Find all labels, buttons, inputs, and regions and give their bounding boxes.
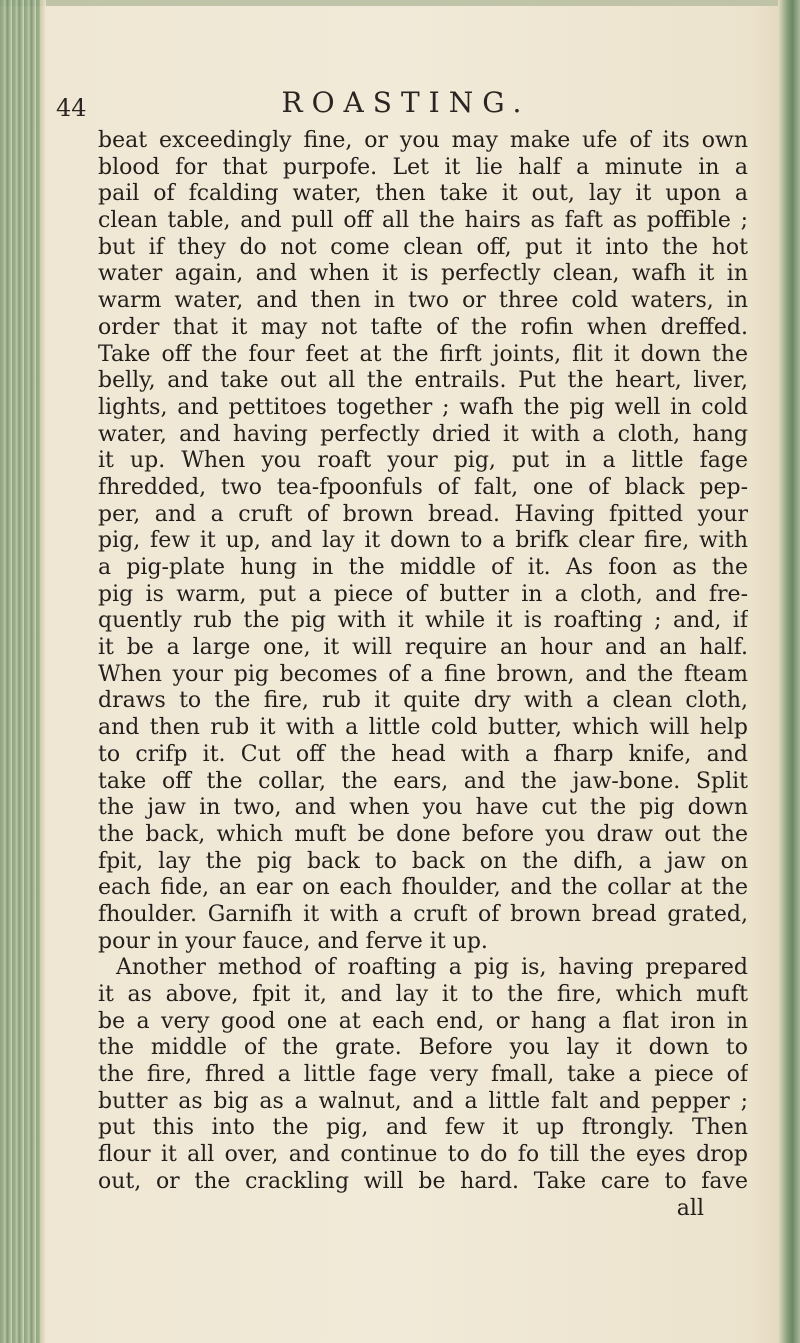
page-header bbox=[56, 86, 756, 126]
text-line: quently rub the pig with it while it is roafting ; and, if bbox=[98, 608, 748, 634]
book-binding-edge bbox=[0, 0, 46, 1343]
page-number: 44 bbox=[56, 94, 87, 122]
text-line: be a very good one at each end, or hang a flat iron in bbox=[98, 1008, 748, 1034]
text-line: the back, which muft be done before you draw out the bbox=[98, 821, 748, 847]
text-line: each fide, an ear on each fhoulder, and the collar at the bbox=[98, 875, 748, 901]
text-line: order that it may not tafte of the rofin when dreffed. bbox=[98, 314, 748, 340]
text-line: the fire, fhred a little fage very fmall, take a piece of bbox=[98, 1062, 748, 1088]
body-text bbox=[98, 128, 748, 1222]
text-line: and then rub it with a little cold butter, which will help bbox=[98, 715, 748, 741]
text-line: belly, and take out all the entrails. Put the heart, liver, bbox=[98, 368, 748, 394]
text-line: per, and a cruft of brown bread. Having fpitted your bbox=[98, 501, 748, 527]
text-line: the jaw in two, and when you have cut the pig down bbox=[98, 795, 748, 821]
text-line: it be a large one, it will require an hour and an half. bbox=[98, 635, 748, 661]
text-line: warm water, and then in two or three cold waters, in bbox=[98, 288, 748, 314]
text-line: fhredded, two tea-fpoonfuls of falt, one of black pep- bbox=[98, 474, 748, 500]
text-line: flour it all over, and continue to do fo till the eyes drop bbox=[98, 1142, 748, 1168]
text-line: clean table, and pull off all the hairs as faft as poffible ; bbox=[98, 208, 748, 234]
text-line: Take off the four feet at the firft joints, flit it down the bbox=[98, 341, 748, 367]
text-line: beat exceedingly fine, or you may make ufe of its own bbox=[98, 128, 748, 153]
text-line: Another method of roafting a pig is, having prepared bbox=[116, 955, 748, 981]
text-line: water, and having perfectly dried it with a cloth, hang bbox=[98, 421, 748, 447]
text-line: lights, and pettitoes together ; wafh the pig well in cold bbox=[98, 394, 748, 420]
text-line: take off the collar, the ears, and the jaw-bone. Split bbox=[98, 768, 748, 794]
page-fore-edge bbox=[778, 0, 800, 1343]
text-line: it as above, fpit it, and lay it to the fire, which muft bbox=[98, 982, 748, 1007]
text-line: pig is warm, put a piece of butter in a cloth, and fre- bbox=[98, 581, 748, 607]
running-title: ROASTING. bbox=[281, 86, 531, 119]
text-line: a pig-plate hung in the middle of it. As foon as the bbox=[98, 555, 748, 580]
text-line: out, or the crackling will be hard. Take care to fave bbox=[98, 1168, 748, 1194]
text-line: pail of fcalding water, then take it out, lay it upon a bbox=[98, 181, 748, 207]
text-line: draws to the fire, rub it quite dry with a clean cloth, bbox=[98, 688, 748, 714]
catchword: all bbox=[676, 1195, 704, 1221]
text-line: water again, and when it is perfectly clean, wafh it in bbox=[98, 261, 748, 287]
text-line: butter as big as a walnut, and a little falt and pepper ; bbox=[98, 1088, 748, 1114]
text-line: to crifp it. Cut off the head with a fharp knife, and bbox=[98, 741, 748, 767]
text-line: but if they do not come clean off, put it into the hot bbox=[98, 234, 748, 260]
text-line: fpit, lay the pig back to back on the difh, a jaw on bbox=[98, 848, 748, 874]
text-line: blood for that purpofe. Let it lie half a minute in a bbox=[98, 154, 748, 180]
text-line: it up. When you roaft your pig, put in a little fage bbox=[98, 448, 748, 474]
page-top-edge bbox=[0, 0, 800, 6]
text-line: When your pig becomes of a fine brown, and the fteam bbox=[98, 661, 748, 687]
text-line: put this into the pig, and few it up ftrongly. Then bbox=[98, 1115, 748, 1141]
text-line: the middle of the grate. Before you lay it down to bbox=[98, 1035, 748, 1061]
text-line: fhoulder. Garnifh it with a cruft of brown bread grated, bbox=[98, 901, 748, 927]
text-line: pig, few it up, and lay it down to a brifk clear fire, with bbox=[98, 528, 748, 554]
text-line: pour in your fauce, and ferve it up. bbox=[98, 928, 488, 954]
